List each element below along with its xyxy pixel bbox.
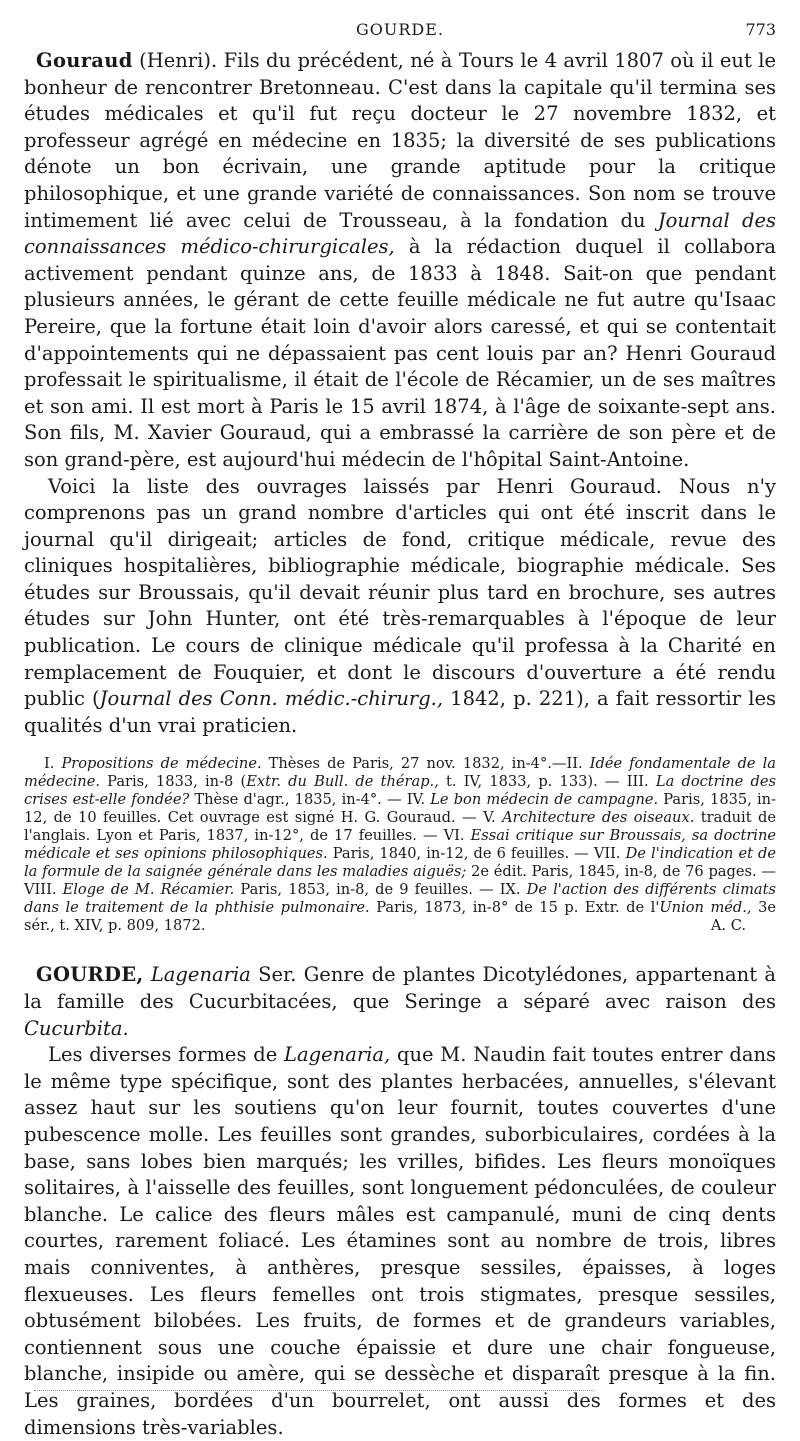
gouraud-text-1-rest: à la rédaction duquel il collabora activement pendant quinze ans, de 1833 à 1848. Sait-on que pendant plusieurs années, le gérant de cette feuille médicale ne fut autre qu'Isaac Pereire, que la fortune était loin d'avoir alors caressé, et qui se contentait d'appointements qui ne dépassaient pas cent louis par an? Henri Gouraud professait le spiritualisme, il était de l'école de Récamier, un de ses maîtres et son ami. Il est mort à Paris le 15 avril 1874, à l'âge de soixante-sept ans. Son fils, M. Xavier Gouraud, qui a embrassé la carrière de son père et de son grand-père, est aujourd'hui médecin de l'hôpital Saint-Antoine. xyxy=(24,235,776,471)
entry-name: (Henri). xyxy=(139,49,218,72)
page-number: 773 xyxy=(745,20,776,39)
running-title: GOURDE. xyxy=(355,20,445,39)
footer-dotted-rule xyxy=(34,1390,594,1391)
section-gap xyxy=(24,934,776,962)
gouraud-text-1: Fils du précédent, né à Tours le 4 avril 1807 où il eut le bonheur de rencontrer Bretonneau. C'est dans la capitale qu'il termina ses études médicales et qu'il fut reçu docteur le 27 novembre 1832, et professeur agrégé en médecine en 1835; la diversité de ses publications dénote un bon écrivain, une grande aptitude pour la critique philosophique, et une grande variété de connaissances. Son nom se trouve intimement lié avec celui de Trousseau, à la fondation du xyxy=(24,49,777,232)
note-text: Paris, 1833, in-8 ( xyxy=(99,773,247,791)
work-title: La doctrine des crises est-elle fondée? xyxy=(24,773,776,809)
work-title: Idée fondamentale de la médecine. xyxy=(24,755,776,791)
source-title: Union méd., xyxy=(659,898,752,916)
entry-head-gourde: GOURDE, xyxy=(36,963,144,987)
page xyxy=(24,14,776,1441)
note-text: 3e sér., t. XIV, p. 809, 1872. xyxy=(24,898,776,934)
work-title: Essai critique sur Broussais, sa doctrine médicale et ses opinions philosophiques. xyxy=(24,827,777,862)
gourde-text-2: Les diverses formes de xyxy=(48,1043,285,1067)
work-title: Propositions de médecine. xyxy=(61,755,262,773)
bibliography-notes xyxy=(24,755,776,934)
gourde-text-1: Ser. Genre de plantes Dicotylédones, appartenant à la famille des Cucurbitacées, que Seringe a séparé avec raison des xyxy=(24,963,776,1013)
source-title: Extr. du Bull. de thérap., xyxy=(246,773,439,791)
work-title: Le bon médecin de campagne. xyxy=(430,791,659,809)
gourde-text-2-rest: que M. Naudin fait toutes entrer dans le même type spécifique, sont des plantes herbacées, annuelles, s'élevant assez haut sur les soutiens qu'on leur fournit, toutes couvertes d'une pubescence molle. Les feuilles sont grandes, suborbiculaires, cordées à la base, sans lobes bien marqués; les vrilles, bifides. Les fleurs monoïques solitaires, à l'aisselle des feuilles, sont longuement pédonculées, de couleur blanche. Le calice des fleurs mâles est campanulé, muni de cinq dents courtes, rarement foliacé. Les étamines sont au nombre de trois, libres mais conniventes, à anthères, presque sessiles, épaisses, à loges flexueuses. Les fleurs femelles ont trois stigmates, presque sessiles, obtusément bilobées. Les fruits, de formes et de grandeurs variables, contiennent sous une couche épaissie et dure une chair fongueuse, blanche, insipide ou amère, qui se dessèche et disparaît presque à la fin. Les graines, bordées d'un bourrelet, ont aussi des formes et des dimensions très-variables. xyxy=(24,1043,777,1439)
note-text: 2e édit. Paris, 1845, in-8, de 76 pages. — VIII. xyxy=(24,862,776,898)
entry-head-gouraud: Gouraud xyxy=(36,49,133,72)
note-text: Thèse d'agr., 1835, in-4°. — IV. xyxy=(189,791,431,809)
gourde-paragraph-2 xyxy=(24,1042,776,1441)
note-text: Paris, 1835, in-12, de 10 feuilles. Cet ouvrage est signé H. G. Gouraud. — V. xyxy=(24,791,776,827)
work-title: Architecture des oiseaux. xyxy=(502,809,695,827)
note-text: Paris, 1840, in-12, de 6 feuilles. — VII. xyxy=(327,844,626,862)
journal-title: Journal des connaissances médico-chirurgicales, xyxy=(24,208,776,259)
work-title: Eloge de M. Récamier. xyxy=(62,880,235,898)
gourde-paragraph-1 xyxy=(24,962,776,1042)
note-text: I. xyxy=(44,755,62,773)
note-text: Paris, 1873, in-8° de 15 p. Extr. de l' xyxy=(369,898,660,916)
note-text: t. IV, 1833, p. 133). — III. xyxy=(438,773,656,791)
work-title: De l'indication et de la formule de la saignée générale dans les maladies aiguës; xyxy=(24,844,776,880)
genus-name: Cucurbita. xyxy=(24,1016,129,1040)
page-header xyxy=(24,14,776,48)
note-text: traduit de l'anglais. Lyon et Paris, 1837, in-12°, de 17 feuilles. — VI. xyxy=(24,809,777,845)
note-text: Paris, 1853, in-8, de 9 feuilles. — IX. xyxy=(234,880,527,898)
journal-abbrev: Journal des Conn. médic.-chirurg., xyxy=(99,687,444,711)
gouraud-text-2-rest: 1842, p. 221), a fait ressortir les qualités d'un vrai praticien. xyxy=(24,687,776,737)
gouraud-text-2: Voici la liste des ouvrages laissés par Henri Gouraud. Nous n'y comprenons pas un grand nombre d'articles qui ont été inscrit dans le journal qu'il dirigeait; articles de fond, critique médicale, revue des cliniques hospitalières, bibliographie médicale, biographie médicale. Ses études sur Broussais, qu'il devait réunir plus tard en brochure, ses autres études sur John Hunter, ont été très-remarquables à l'époque de leur publication. Le cours de clinique médicale qu'il professa à la Charité en remplacement de Fouquier, et dont le discours d'ouverture a été rendu public ( xyxy=(24,474,776,711)
genus-name: Lagenaria xyxy=(150,963,251,987)
gouraud-paragraph-2 xyxy=(24,474,776,740)
genus-name: Lagenaria, xyxy=(284,1043,391,1067)
author-signature: A. C. xyxy=(710,916,746,934)
note-text: Thèses de Paris, 27 nov. 1832, in-4°.—II. xyxy=(261,755,590,773)
work-title: De l'action des différents climats dans le traitement de la phthisie pulmonaire. xyxy=(24,880,776,916)
gouraud-paragraph-1 xyxy=(24,48,776,474)
